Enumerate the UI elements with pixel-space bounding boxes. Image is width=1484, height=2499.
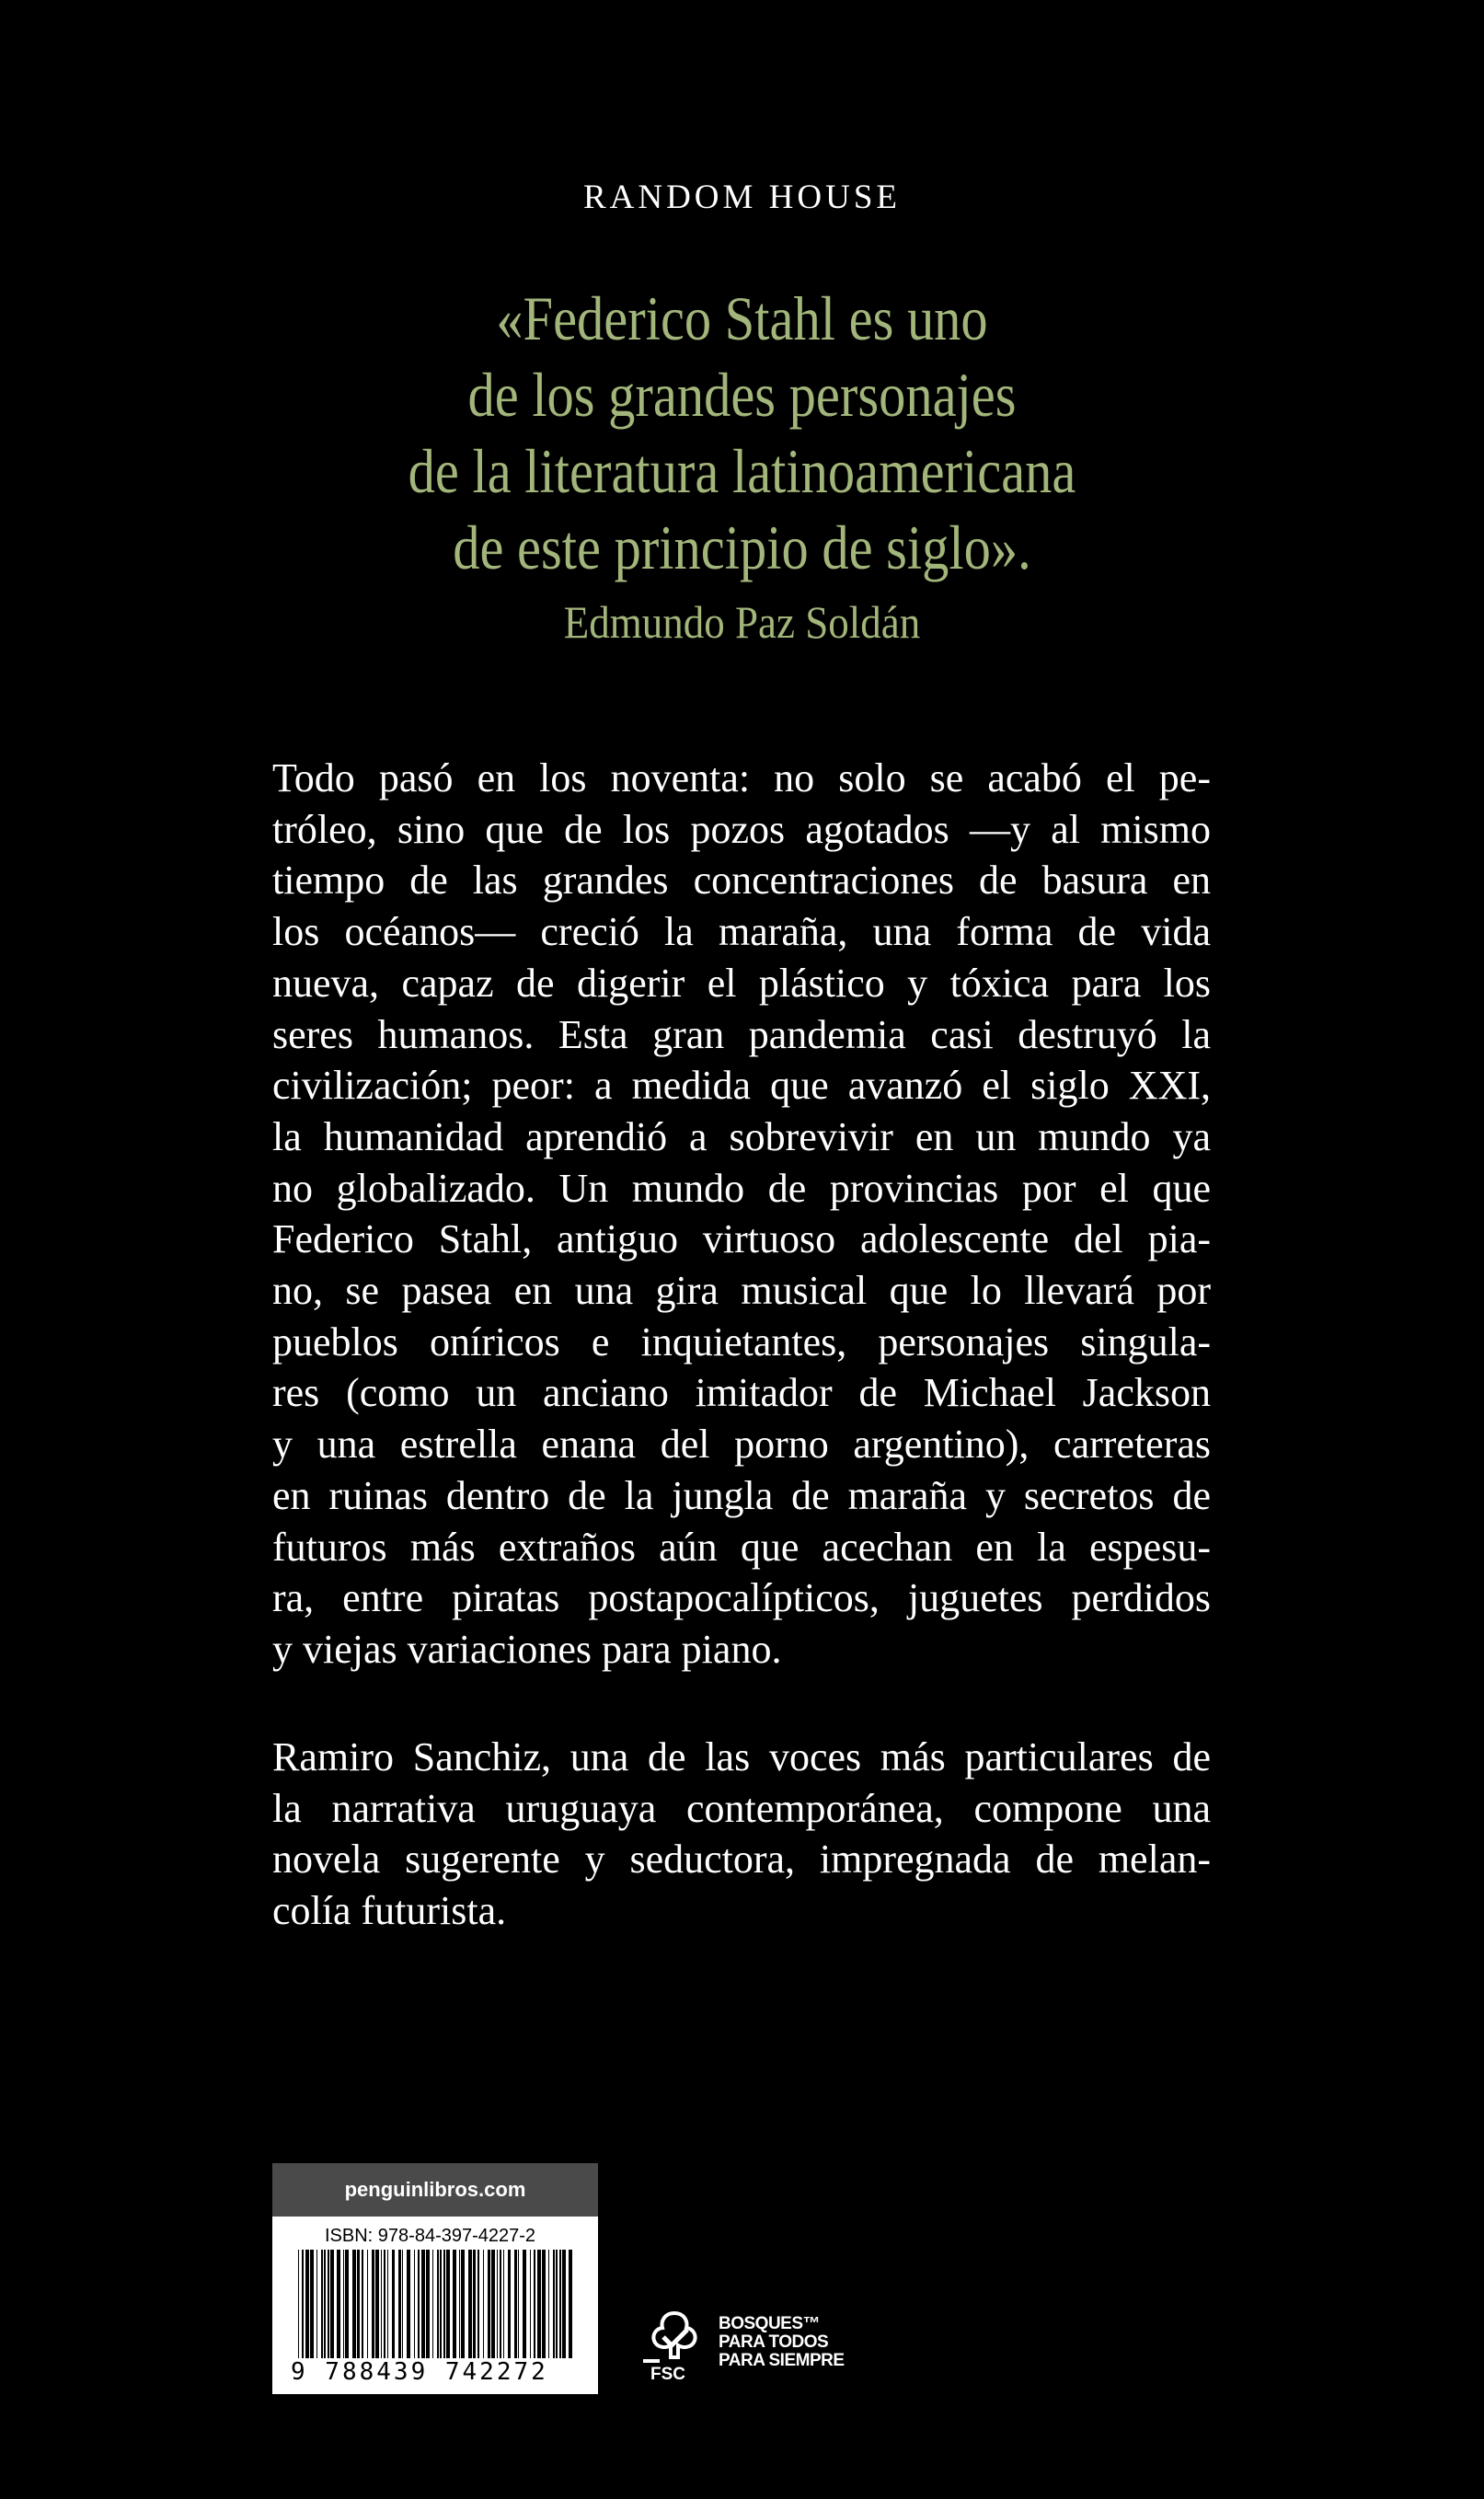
synopsis-line: Todo pasó en los noventa: no solo se acabó el pe- (272, 755, 1211, 800)
synopsis-line: no globalizado. Un mundo de provincias por el que (272, 1165, 1211, 1211)
synopsis-line: tróleo, sino que de los pozos agotados —y al mismo (272, 806, 1211, 852)
barcode-icon (298, 2250, 574, 2358)
quote-line: de este principio de siglo». (453, 512, 1031, 582)
barcode-digits: 9 788439 742272 (291, 2358, 548, 2386)
fsc-slogan-line: PARA TODOS (719, 2332, 829, 2352)
fsc-slogan-line: BOSQUES™ (719, 2314, 821, 2333)
quote-line: de los grandes personajes (467, 360, 1017, 430)
synopsis-line: en ruinas dentro de la jungla de maraña y secretos de (272, 1472, 1211, 1518)
isbn-number: ISBN: 978-84-397-4227-2 (325, 2226, 536, 2246)
author-paragraph (272, 1732, 1211, 1937)
website-label: penguinlibros.com (272, 2163, 598, 2217)
author-line: Ramiro Sanchiz, una de las voces más particulares de (272, 1734, 1211, 1779)
synopsis-line: nueva, capaz de digerir el plástico y tóxica para los (272, 960, 1211, 1006)
quote-line: «Federico Stahl es uno (496, 283, 988, 353)
synopsis-line: seres humanos. Esta gran pandemia casi destruyó la (272, 1011, 1211, 1057)
author-line: colía futurista. (272, 1888, 507, 1934)
synopsis-line: y viejas variaciones para piano. (272, 1626, 782, 1672)
synopsis-line: los océanos— creció la maraña, una forma de vida (272, 909, 1211, 955)
synopsis-line: y una estrella enana del porno argentino), carreteras (272, 1422, 1211, 1468)
synopsis-line: futuros más extraños aún que acechan en la espesu- (272, 1524, 1211, 1570)
author-line: la narrativa uruguaya contemporánea, compone una (272, 1785, 1211, 1831)
publisher-name: RANDOM HOUSE (582, 178, 902, 216)
fsc-label: FSC (650, 2365, 685, 2384)
synopsis-line: la humanidad aprendió a sobrevivir en un mundo ya (272, 1113, 1211, 1159)
fsc-logo (638, 2308, 877, 2400)
fsc-tree-check-icon (638, 2308, 711, 2367)
quote-author: Edmundo Paz Soldán (563, 596, 921, 648)
author-line: novela sugerente y seductora, impregnada de melan- (272, 1837, 1211, 1883)
blurb-quote (0, 281, 1484, 652)
synopsis-line: res (como un anciano imitador de Michael Jackson (272, 1370, 1211, 1416)
synopsis-line: tiempo de las grandes concentraciones de basura en (272, 858, 1211, 904)
quote-line: de la literatura latinoamericana (408, 436, 1076, 506)
fsc-slogan-line: PARA SIEMPRE (719, 2351, 845, 2370)
synopsis-line: Federico Stahl, antiguo virtuoso adolescente del pia- (272, 1216, 1211, 1262)
synopsis-line: pueblos oníricos e inquietantes, personajes singula- (272, 1319, 1211, 1365)
isbn-barcode-box (272, 2163, 598, 2394)
synopsis-line: civilización; peor: a medida que avanzó el siglo XXI, (272, 1063, 1211, 1109)
synopsis-paragraph (272, 753, 1211, 1676)
synopsis-line: ra, entre piratas postapocalípticos, juguetes perdidos (272, 1575, 1211, 1621)
synopsis-line: no, se pasea en una gira musical que lo llevará por (272, 1268, 1211, 1314)
fsc-slogan (719, 2315, 845, 2370)
